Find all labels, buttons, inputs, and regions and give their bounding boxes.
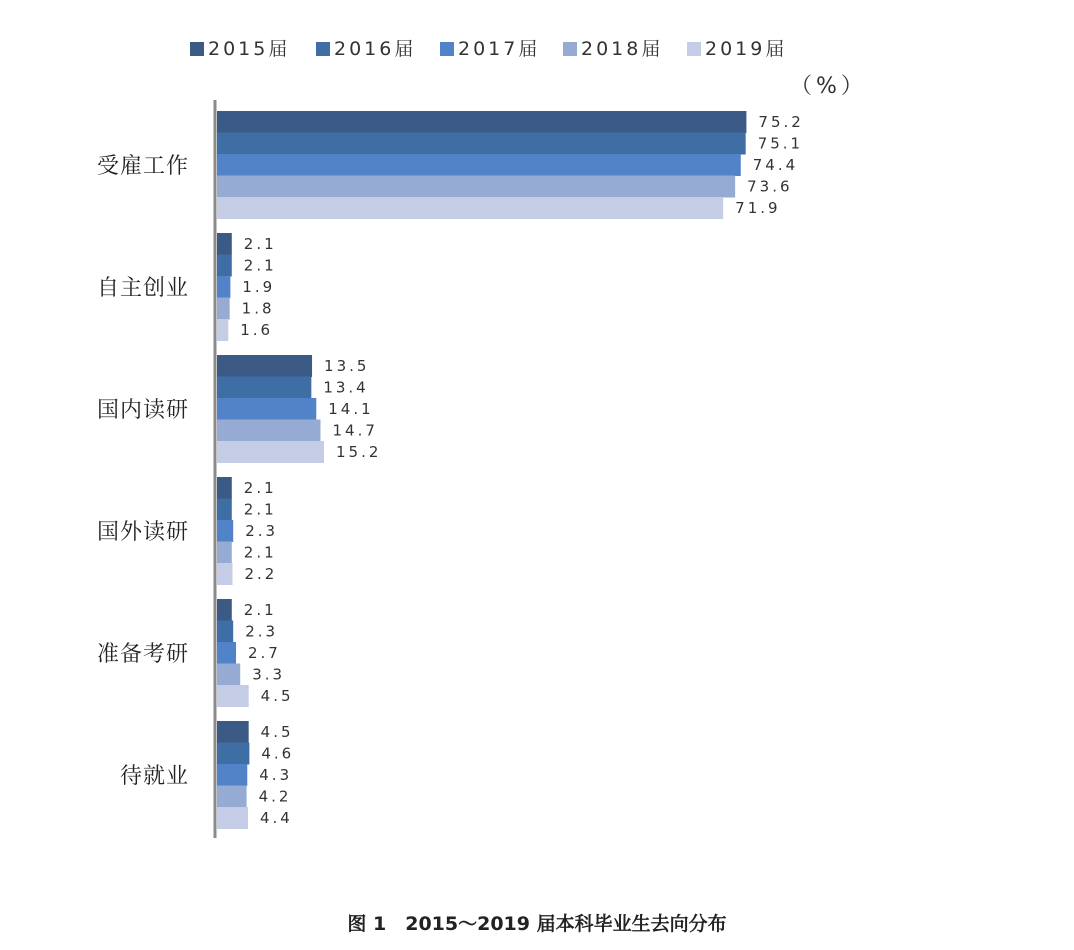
value-labels-group [240, 113, 804, 827]
data-label: 14.7 [332, 421, 378, 440]
category-label: 受雇工作 [96, 154, 189, 179]
data-label: 2.1 [243, 601, 277, 619]
bar [217, 743, 249, 765]
data-label: 4.3 [259, 766, 293, 784]
legend-swatch-2018届 [563, 42, 577, 56]
bar [217, 420, 320, 442]
figure-caption: 图 1 2015～2019 届本科毕业生去向分布 [347, 913, 727, 935]
bar [217, 255, 232, 277]
bar [217, 233, 232, 255]
unit-label: （%） [790, 74, 867, 99]
category-label: 准备考研 [96, 642, 189, 667]
bar [217, 764, 247, 786]
bar [217, 621, 233, 643]
data-label: 2.7 [248, 644, 281, 662]
bar [217, 721, 249, 743]
data-label: 2.3 [245, 522, 279, 540]
data-label: 75.2 [758, 113, 804, 131]
data-label: 2.1 [243, 256, 277, 275]
bar [217, 197, 723, 219]
bar [217, 154, 741, 176]
data-label: 75.1 [757, 134, 804, 153]
data-label: 73.6 [747, 177, 793, 196]
bar [217, 542, 232, 564]
category-label: 待就业 [119, 764, 189, 789]
legend-label: 2018届 [581, 38, 664, 60]
data-label: 4.5 [260, 687, 294, 705]
legend-swatch-2019届 [687, 42, 701, 56]
legend-swatch-2017届 [440, 42, 454, 56]
data-label: 1.8 [241, 299, 275, 318]
bar [217, 599, 232, 621]
bar [217, 685, 249, 707]
bar [217, 398, 316, 420]
legend-label: 2016届 [334, 38, 417, 60]
bar [217, 133, 746, 155]
data-label: 2.1 [243, 543, 277, 562]
data-label: 2.1 [243, 235, 277, 253]
data-label: 2.2 [244, 565, 278, 583]
category-label: 国外读研 [96, 520, 189, 545]
bar [217, 319, 228, 341]
data-label: 2.1 [243, 500, 277, 519]
data-label: 13.4 [323, 378, 369, 397]
legend-label: 2015届 [208, 38, 291, 60]
bars-group [217, 111, 746, 829]
data-label: 74.4 [752, 156, 799, 174]
data-label: 4.6 [261, 744, 295, 763]
legend-swatch-2016届 [316, 42, 330, 56]
data-label: 3.3 [252, 665, 286, 684]
data-label: 13.5 [324, 357, 370, 375]
bar [217, 477, 232, 499]
category-label: 自主创业 [96, 276, 189, 301]
legend-swatch-2015届 [190, 42, 204, 56]
bar [217, 441, 324, 463]
bar [217, 298, 230, 320]
bar [217, 355, 312, 377]
bar [217, 499, 232, 521]
bar [217, 111, 746, 133]
data-label: 4.2 [258, 787, 292, 806]
bar [217, 664, 240, 686]
bar [217, 642, 236, 664]
data-label: 2.3 [245, 622, 279, 641]
data-label: 4.4 [259, 809, 293, 827]
bar [217, 786, 247, 808]
legend [190, 38, 787, 60]
bar [217, 807, 248, 829]
data-label: 1.9 [242, 278, 276, 296]
data-label: 71.9 [735, 199, 781, 217]
bar [217, 377, 311, 399]
data-label: 4.5 [260, 723, 294, 741]
data-label: 1.6 [240, 321, 274, 339]
bar [217, 563, 232, 585]
category-label: 国内读研 [96, 398, 189, 423]
data-label: 2.1 [243, 479, 277, 497]
category-labels-group [97, 154, 189, 789]
bar [217, 176, 735, 198]
data-label: 15.2 [336, 443, 382, 461]
data-label: 14.1 [328, 400, 374, 418]
bar [217, 276, 230, 298]
bar [217, 520, 233, 542]
legend-label: 2017届 [458, 38, 541, 60]
legend-label: 2019届 [705, 38, 788, 60]
